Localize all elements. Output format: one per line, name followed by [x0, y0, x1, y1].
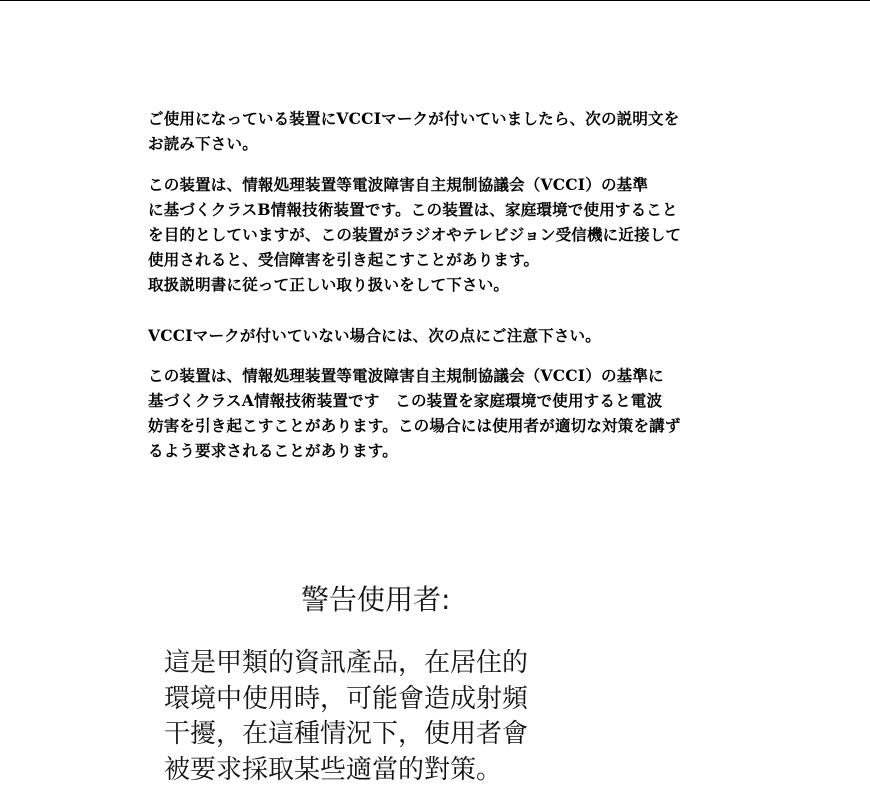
text-line: この装置は、情報処理装置等電波障害自主規制協議会（VCCI）の基準 — [148, 175, 649, 194]
text-line: VCCIマークが付いていない場合には、次の点にご注意下さい。 — [148, 326, 601, 345]
text-line: ご使用になっている装置にVCCIマークが付いていましたら、次の説明文を — [148, 109, 680, 128]
taiwan-warning-body — [164, 646, 528, 788]
text-line: 被要求採取某些適當的對策。 — [164, 754, 503, 785]
text-line: この装置は、情報処理装置等電波障害自主規制協議会（VCCI）の基準に — [148, 366, 664, 385]
text-line: 環境中使用時，可能會造成射頻 — [164, 683, 529, 714]
text-line: るよう要求されることがあります。 — [148, 441, 398, 460]
text-line: 基づくクラスA情報技術装置です この装置を家庭環境で使用すると電波 — [148, 391, 663, 410]
top-rule — [0, 0, 870, 1]
text-line: に基づくクラスB情報技術装置です。この装置は、家庭環境で使用すること — [148, 200, 678, 219]
text-line: 取扱説明書に従って正しい取り扱いをして下さい。 — [148, 275, 510, 294]
text-line: を目的としていますが、この装置がラジオやテレビジョン受信機に近接して — [148, 225, 682, 244]
text-line: 這是甲類的資訊產品，在居住的 — [164, 648, 529, 678]
text-line: 妨害を引き起こすことがあります。この場合には使用者が適切な対策を講ず — [148, 416, 681, 435]
vcci-class-b-paragraph — [148, 172, 768, 297]
vcci-intro-paragraph — [148, 106, 768, 156]
text-line: お読み下さい。 — [148, 134, 258, 153]
text-line: 干擾，在這種情況下，使用者會 — [164, 719, 529, 749]
text-line: 使用されると、受信障害を引き起こすことがあります。 — [148, 250, 540, 269]
vcci-class-a-intro-paragraph — [148, 323, 768, 348]
vcci-class-a-paragraph — [148, 363, 768, 463]
taiwan-warning-title: 警告使用者: — [301, 583, 451, 616]
